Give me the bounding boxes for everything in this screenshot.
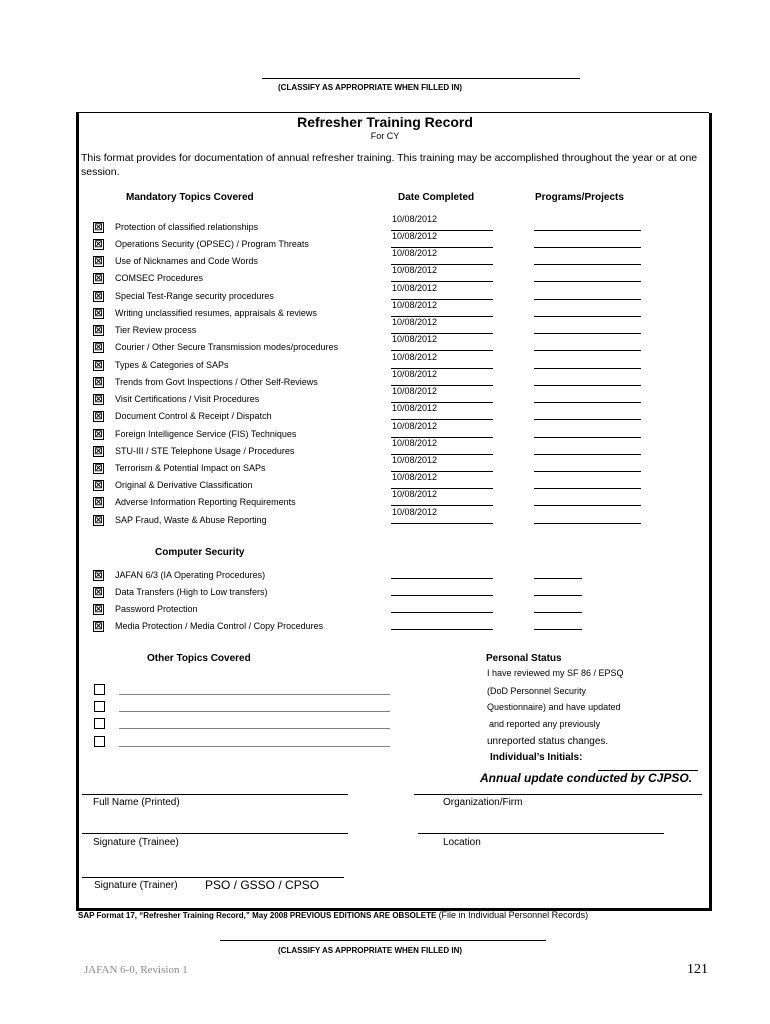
date-value[interactable]: 10/08/2012 — [392, 214, 438, 224]
date-value[interactable]: 10/08/2012 — [392, 352, 438, 362]
topic-label: STU-III / STE Telephone Usage / Procedures — [115, 446, 295, 456]
cs-checkbox[interactable]: ☒ — [94, 621, 103, 631]
trainer-signature-value: PSO / GSSO / CPSO — [205, 878, 320, 892]
program-line[interactable] — [534, 299, 641, 300]
other-topics-heading: Other Topics Covered — [147, 653, 251, 664]
topic-checkbox[interactable]: ☒ — [94, 463, 103, 473]
date-value[interactable]: 10/08/2012 — [392, 283, 438, 293]
topic-label: Operations Security (OPSEC) / Program Threats — [115, 239, 309, 249]
topic-checkbox[interactable]: ☒ — [94, 360, 103, 370]
topic-checkbox[interactable]: ☒ — [94, 325, 103, 335]
program-line[interactable] — [534, 350, 641, 351]
date-value[interactable]: 10/08/2012 — [392, 489, 438, 499]
cs-label: Data Transfers (High to Low transfers) — [115, 587, 268, 597]
topic-row — [93, 300, 653, 323]
topic-label: Document Control & Receipt / Dispatch — [115, 411, 272, 421]
topic-checkbox[interactable]: ☒ — [94, 480, 103, 490]
page-subtitle: For CY — [370, 131, 400, 141]
topic-label: Use of Nicknames and Code Words — [115, 256, 258, 266]
trainee-signature-label: Signature (Trainee) — [93, 837, 179, 848]
topic-row — [93, 369, 653, 392]
topic-label: Trends from Govt Inspections / Other Self-Reviews — [115, 377, 318, 387]
topic-checkbox[interactable]: ☒ — [94, 446, 103, 456]
program-line[interactable] — [534, 333, 641, 334]
date-value[interactable]: 10/08/2012 — [392, 317, 438, 327]
date-value[interactable]: 10/08/2012 — [392, 507, 438, 517]
topic-checkbox[interactable]: ☒ — [94, 394, 103, 404]
topic-row — [93, 403, 653, 426]
cs-checkbox[interactable]: ☒ — [94, 587, 103, 597]
topic-label: Adverse Information Reporting Requirements — [115, 497, 296, 507]
topic-checkbox[interactable]: ☒ — [94, 291, 103, 301]
organization-line[interactable] — [414, 794, 702, 795]
program-line[interactable] — [534, 471, 641, 472]
topic-row — [93, 472, 653, 495]
cs-checkbox[interactable]: ☒ — [94, 604, 103, 614]
program-line[interactable] — [534, 368, 641, 369]
date-value[interactable]: 10/08/2012 — [392, 248, 438, 258]
trainer-signature-label: Signature (Trainer) — [94, 880, 178, 891]
topic-row — [93, 507, 653, 530]
date-line — [391, 419, 493, 420]
topic-checkbox[interactable]: ☒ — [94, 377, 103, 387]
date-line[interactable] — [391, 595, 493, 596]
other-topic-line[interactable]: ____________________________________________________________ — [119, 686, 390, 695]
file-note-text: (File in Individual Personnel Records) — [438, 910, 589, 920]
date-line — [391, 505, 493, 506]
topic-label: Original & Derivative Classification — [115, 480, 253, 490]
cs-label: JAFAN 6/3 (IA Operating Procedures) — [115, 570, 266, 580]
date-line[interactable] — [391, 612, 493, 613]
topic-row — [93, 438, 653, 461]
personal-status-heading: Personal Status — [486, 653, 562, 664]
other-topic-checkbox[interactable] — [94, 684, 105, 695]
program-line[interactable] — [534, 488, 641, 489]
full-name-line[interactable] — [82, 794, 348, 795]
personal-status-line: and reported any previously — [489, 719, 601, 729]
topic-label: Special Test-Range security procedures — [115, 291, 274, 301]
other-topic-checkbox[interactable] — [94, 701, 105, 712]
topic-label: Terrorism & Potential Impact on SAPs — [115, 463, 266, 473]
program-line[interactable] — [534, 595, 582, 596]
annual-update-note: Annual update conducted by CJPSO. — [480, 771, 693, 785]
topic-label: Writing unclassified resumes, appraisals & reviews — [115, 308, 317, 318]
document-id: JAFAN 6-0, Revision 1 — [84, 964, 188, 976]
personal-status-line: Questionnaire) and have updated — [487, 702, 621, 712]
topic-checkbox[interactable]: ☒ — [94, 308, 103, 318]
date-line — [391, 281, 493, 282]
program-line[interactable] — [534, 523, 641, 524]
cs-checkbox[interactable]: ☒ — [94, 570, 103, 580]
personal-status-line: unreported status changes. — [487, 736, 609, 747]
program-line[interactable] — [534, 385, 641, 386]
classification-top: (CLASSIFY AS APPROPRIATE WHEN FILLED IN) — [278, 83, 463, 92]
initials-label: Individual’s Initials: — [490, 752, 583, 763]
cs-label: Password Protection — [115, 604, 198, 614]
date-line — [391, 523, 493, 524]
page-number: 121 — [687, 962, 708, 977]
date-value[interactable]: 10/08/2012 — [392, 403, 438, 413]
topic-row — [93, 386, 653, 409]
topic-label: Courier / Other Secure Transmission modes/procedures — [115, 342, 339, 352]
computer-security-heading: Computer Security — [155, 547, 245, 558]
location-label: Location — [443, 837, 481, 848]
date-line[interactable] — [391, 578, 493, 579]
topic-row — [93, 334, 653, 357]
topic-label: Protection of classified relationships — [115, 222, 259, 232]
program-line[interactable] — [534, 264, 641, 265]
topic-row — [93, 317, 653, 340]
date-value[interactable]: 10/08/2012 — [392, 472, 438, 482]
topic-checkbox[interactable]: ☒ — [94, 515, 103, 525]
computer-security-row — [93, 587, 653, 602]
date-value[interactable]: 10/08/2012 — [392, 334, 438, 344]
date-value[interactable]: 10/08/2012 — [392, 369, 438, 379]
cs-label: Media Protection / Media Control / Copy Procedures — [115, 621, 324, 631]
other-topic-checkbox[interactable] — [94, 718, 105, 729]
date-line — [391, 350, 493, 351]
other-topic-line[interactable]: ____________________________________________________________ — [119, 703, 390, 712]
date-value[interactable]: 10/08/2012 — [392, 300, 438, 310]
format-note-text: SAP Format 17, “Refresher Training Record,” May 2008 PREVIOUS EDITIONS ARE OBSOLETE — [78, 911, 437, 920]
organization-label: Organization/Firm — [443, 797, 523, 808]
topic-label: Types & Categories of SAPs — [115, 360, 229, 370]
classification-bottom: (CLASSIFY AS APPROPRIATE WHEN FILLED IN) — [278, 946, 463, 955]
topic-row — [93, 352, 653, 375]
classification-rule-top — [262, 78, 580, 79]
other-topic-checkbox[interactable] — [94, 736, 105, 747]
topic-checkbox[interactable]: ☒ — [94, 222, 103, 232]
location-line[interactable] — [418, 833, 664, 834]
date-value[interactable]: 10/08/2012 — [392, 231, 438, 241]
computer-security-row — [93, 570, 653, 585]
page-title: Refresher Training Record — [297, 114, 473, 130]
topic-row — [93, 214, 653, 237]
program-line[interactable] — [534, 505, 641, 506]
topic-checkbox[interactable]: ☒ — [94, 411, 103, 421]
trainee-signature-line[interactable] — [82, 833, 348, 834]
date-value[interactable]: 10/08/2012 — [392, 265, 438, 275]
program-line[interactable] — [534, 419, 641, 420]
topic-row — [93, 248, 653, 271]
program-line[interactable] — [534, 316, 641, 317]
topic-row — [93, 283, 653, 306]
programs-header: Programs/Projects — [535, 192, 624, 203]
full-name-label: Full Name (Printed) — [93, 797, 180, 808]
topic-label: Visit Certifications / Visit Procedures — [115, 394, 260, 404]
program-line[interactable] — [534, 402, 641, 403]
topic-label: Foreign Intelligence Service (FIS) Techniques — [115, 429, 297, 439]
topic-label: COMSEC Procedures — [115, 273, 204, 283]
computer-security-row — [93, 621, 653, 636]
program-line[interactable] — [534, 454, 641, 455]
topic-checkbox[interactable]: ☒ — [94, 239, 103, 249]
personal-status-line: (DoD Personnel Security — [487, 686, 587, 696]
date-value[interactable]: 10/08/2012 — [392, 455, 438, 465]
personal-status-line: I have reviewed my SF 86 / EPSQ — [487, 668, 624, 678]
date-value[interactable]: 10/08/2012 — [392, 386, 438, 396]
program-line[interactable] — [534, 612, 582, 613]
topic-checkbox[interactable]: ☒ — [94, 273, 103, 283]
program-line[interactable] — [534, 247, 641, 248]
classification-rule-bottom — [220, 940, 546, 941]
date-line[interactable] — [391, 629, 493, 630]
intro-text: This format provides for documentation of annual refresher training. This training may be accomplished throughout the year or at one session. — [81, 152, 698, 178]
program-line[interactable] — [534, 629, 582, 630]
topic-label: Tier Review process — [115, 325, 197, 335]
program-line[interactable] — [534, 578, 582, 579]
other-topic-line[interactable]: ____________________________________________________________ — [119, 720, 390, 729]
program-line[interactable] — [534, 281, 641, 282]
format-note — [78, 910, 588, 920]
program-line[interactable] — [534, 437, 641, 438]
topic-row — [93, 231, 653, 254]
topic-checkbox[interactable]: ☒ — [94, 429, 103, 439]
topic-label: SAP Fraud, Waste & Abuse Reporting — [115, 515, 267, 525]
topic-row — [93, 421, 653, 444]
topics-header: Mandatory Topics Covered — [126, 192, 254, 203]
date-header: Date Completed — [398, 192, 475, 203]
program-line[interactable] — [534, 230, 641, 231]
topic-checkbox[interactable]: ☒ — [94, 497, 103, 507]
topic-checkbox[interactable]: ☒ — [94, 256, 103, 266]
date-value[interactable]: 10/08/2012 — [392, 421, 438, 431]
topic-checkbox[interactable]: ☒ — [94, 342, 103, 352]
topic-row — [93, 265, 653, 288]
topic-row — [93, 455, 653, 478]
date-value[interactable]: 10/08/2012 — [392, 438, 438, 448]
topic-row — [93, 489, 653, 512]
other-topic-line[interactable]: ____________________________________________________________ — [119, 738, 390, 747]
computer-security-row — [93, 604, 653, 619]
